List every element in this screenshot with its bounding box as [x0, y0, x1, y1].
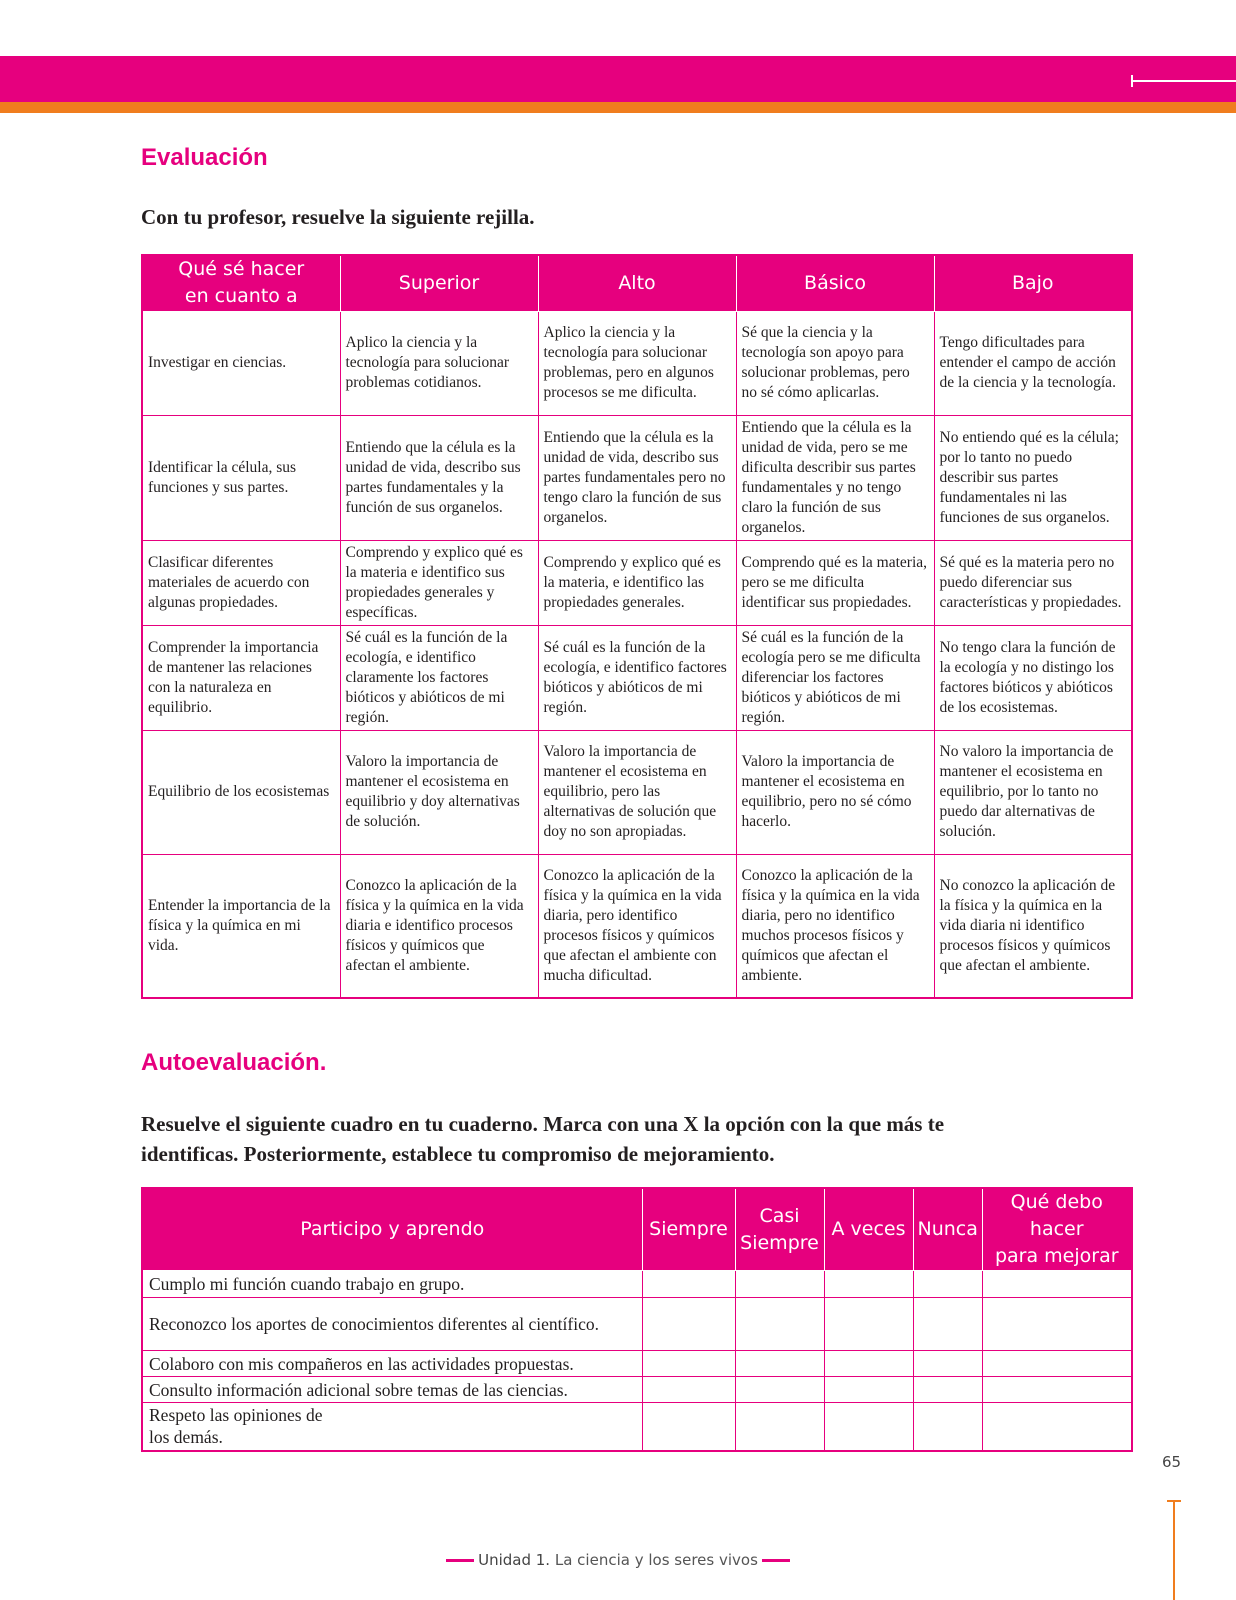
rubric-cell-alto: Comprendo y explico qué es la materia, e identifico las propiedades generales. [538, 540, 736, 625]
auto-row [142, 1298, 1132, 1351]
autoevaluacion-title: Autoevaluación. [141, 1049, 327, 1076]
auto-cell-mejorar [982, 1351, 1132, 1377]
rubric-cell-alto: Sé cuál es la función de la ecología, e identifico factores bióticos y abióticos de mi región. [538, 625, 736, 730]
rubric-cell-bajo: No valoro la importancia de mantener el ecosistema en equilibrio, por lo tanto no puedo dar alternativas de solución. [934, 730, 1132, 854]
rubric-cell-superior: Entiendo que la célula es la unidad de vida, describo sus partes fundamentales y la función de sus organelos. [340, 415, 538, 540]
auto-cell-casi-siempre [735, 1298, 824, 1351]
footer-unit: Unidad 1. [478, 1551, 551, 1569]
auto-statement: Colaboro con mis compañeros en las actividades propuestas. [142, 1351, 642, 1377]
auto-cell-siempre [642, 1377, 735, 1403]
rubric-row [142, 730, 1132, 854]
rubric-cell-alto: Aplico la ciencia y la tecnología para solucionar problemas, pero en algunos procesos se me dificulta. [538, 311, 736, 415]
header-band-magenta [0, 56, 1236, 102]
auto-cell-siempre [642, 1298, 735, 1351]
rubric-row [142, 625, 1132, 730]
header-band-orange [0, 102, 1236, 113]
auto-cell-nunca [913, 1271, 982, 1298]
rubric-cell-bajo: Sé qué es la materia pero no puedo diferenciar sus características y propiedades. [934, 540, 1132, 625]
page-number: 65 [1162, 1453, 1182, 1471]
rubric-cell-bajo: No tengo clara la función de la ecología y no distingo los factores bióticos y abióticos de los ecosistemas. [934, 625, 1132, 730]
rubric-criterion: Equilibrio de los ecosistemas [142, 730, 340, 854]
auto-header-mejorar: Qué debo hacer para mejorar [982, 1188, 1132, 1271]
rubric-criterion: Investigar en ciencias. [142, 311, 340, 415]
auto-header-siempre: Siempre [642, 1188, 735, 1271]
rubric-cell-bajo: No entiendo qué es la célula; por lo tanto no puedo describir sus partes fundamentales ni las funciones de sus organelos. [934, 415, 1132, 540]
footer-bar-left [446, 1559, 474, 1562]
auto-cell-a-veces [824, 1403, 913, 1451]
auto-cell-siempre [642, 1271, 735, 1298]
rubric-cell-alto: Valoro la importancia de mantener el ecosistema en equilibrio, pero las alternativas de solución que doy no son apropiadas. [538, 730, 736, 854]
auto-cell-siempre [642, 1351, 735, 1377]
auto-cell-nunca [913, 1351, 982, 1377]
auto-cell-casi-siempre [735, 1403, 824, 1451]
auto-cell-mejorar [982, 1403, 1132, 1451]
autoevaluacion-table [141, 1187, 1133, 1452]
auto-row [142, 1271, 1132, 1298]
rubric-criterion: Clasificar diferentes materiales de acuerdo con algunas propiedades. [142, 540, 340, 625]
autoevaluacion-instruction: Resuelve el siguiente cuadro en tu cuaderno. Marca con una X la opción con la que más te identificas. Posteriormente, establece tu compromiso de mejoramiento. [141, 1112, 945, 1166]
auto-statement: Cumplo mi función cuando trabajo en grupo. [142, 1271, 642, 1298]
rubric-cell-superior: Conozco la aplicación de la física y la química en la vida diaria e identifico procesos físicos y químicos que afectan el ambiente. [340, 854, 538, 998]
auto-header-casi-siempre: Casi Siempre [735, 1188, 824, 1271]
rubric-cell-superior: Aplico la ciencia y la tecnología para solucionar problemas cotidianos. [340, 311, 538, 415]
rubric-row [142, 415, 1132, 540]
auto-cell-mejorar [982, 1271, 1132, 1298]
rubric-header-superior: Superior [340, 255, 538, 311]
auto-cell-mejorar [982, 1377, 1132, 1403]
rubric-criterion: Entender la importancia de la física y la química en mi vida. [142, 854, 340, 998]
auto-cell-a-veces [824, 1298, 913, 1351]
auto-cell-casi-siempre [735, 1377, 824, 1403]
auto-header-participo: Participo y aprendo [142, 1188, 642, 1271]
auto-cell-casi-siempre [735, 1351, 824, 1377]
rubric-cell-basico: Conozco la aplicación de la física y la química en la vida diaria, pero no identifico muchos procesos físicos y químicos que afectan el ambiente. [736, 854, 934, 998]
auto-row [142, 1403, 1132, 1451]
rubric-criterion: Identificar la célula, sus funciones y sus partes. [142, 415, 340, 540]
rubric-cell-alto: Conozco la aplicación de la física y la química en la vida diaria, pero identifico procesos físicos y químicos que afectan el ambiente con mucha dificultad. [538, 854, 736, 998]
auto-cell-nunca [913, 1377, 982, 1403]
evaluacion-title: Evaluación [141, 144, 268, 171]
auto-cell-a-veces [824, 1377, 913, 1403]
rubric-cell-basico: Sé que la ciencia y la tecnología son apoyo para solucionar problemas, pero no sé cómo aplicarlas. [736, 311, 934, 415]
rubric-cell-bajo: No conozco la aplicación de la física y la química en la vida diaria ni identifico procesos físicos y químicos que afectan el ambiente. [934, 854, 1132, 998]
auto-row [142, 1351, 1132, 1377]
auto-header-nunca: Nunca [913, 1188, 982, 1271]
auto-row [142, 1377, 1132, 1403]
rubric-cell-basico: Sé cuál es la función de la ecología pero se me dificulta diferenciar los factores bióticos y abióticos de mi región. [736, 625, 934, 730]
rubric-header-criterion: Qué sé hacer en cuanto a [142, 255, 340, 311]
rubric-cell-basico: Valoro la importancia de mantener el ecosistema en equilibrio, pero no sé cómo hacerlo. [736, 730, 934, 854]
rubric-header-alto: Alto [538, 255, 736, 311]
rubric-header-bajo: Bajo [934, 255, 1132, 311]
auto-statement: Respeto las opiniones de los demás. [142, 1403, 642, 1451]
auto-statement: Reconozco los aportes de conocimientos diferentes al científico. [142, 1298, 642, 1351]
auto-cell-nunca [913, 1403, 982, 1451]
auto-cell-a-veces [824, 1271, 913, 1298]
auto-cell-siempre [642, 1403, 735, 1451]
rubric-cell-basico: Comprendo qué es la materia, pero se me dificulta identificar sus propiedades. [736, 540, 934, 625]
rubric-row [142, 540, 1132, 625]
rubric-cell-alto: Entiendo que la célula es la unidad de vida, describo sus partes fundamentales pero no tengo claro la función de sus organelos. [538, 415, 736, 540]
auto-cell-casi-siempre [735, 1271, 824, 1298]
evaluacion-instruction: Con tu profesor, resuelve la siguiente rejilla. [141, 205, 535, 229]
rubric-cell-superior: Valoro la importancia de mantener el ecosistema en equilibrio y doy alternativas de solución. [340, 730, 538, 854]
auto-header-a-veces: A veces [824, 1188, 913, 1271]
margin-rule [1173, 1500, 1175, 1600]
rubric-cell-superior: Sé cuál es la función de la ecología, e identifico claramente los factores bióticos y abióticos de mi región. [340, 625, 538, 730]
footer [0, 1551, 1236, 1569]
rubric-row [142, 854, 1132, 998]
footer-bar-right [762, 1559, 790, 1562]
rubric-row [142, 311, 1132, 415]
header-rule-mark [1131, 80, 1236, 82]
evaluacion-rubric-table [141, 254, 1133, 999]
auto-statement: Consulto información adicional sobre temas de las ciencias. [142, 1377, 642, 1403]
rubric-cell-bajo: Tengo dificultades para entender el campo de acción de la ciencia y la tecnología. [934, 311, 1132, 415]
footer-subtitle: La ciencia y los seres vivos [554, 1551, 758, 1569]
auto-cell-mejorar [982, 1298, 1132, 1351]
rubric-cell-superior: Comprendo y explico qué es la materia e identifico sus propiedades generales y específicas. [340, 540, 538, 625]
header-rule-tick [1131, 75, 1133, 87]
rubric-cell-basico: Entiendo que la célula es la unidad de vida, pero se me dificulta describir sus partes fundamentales y no tengo claro la función de sus organelos. [736, 415, 934, 540]
auto-cell-a-veces [824, 1351, 913, 1377]
auto-cell-nunca [913, 1298, 982, 1351]
rubric-criterion: Comprender la importancia de mantener las relaciones con la naturaleza en equilibrio. [142, 625, 340, 730]
rubric-header-basico: Básico [736, 255, 934, 311]
